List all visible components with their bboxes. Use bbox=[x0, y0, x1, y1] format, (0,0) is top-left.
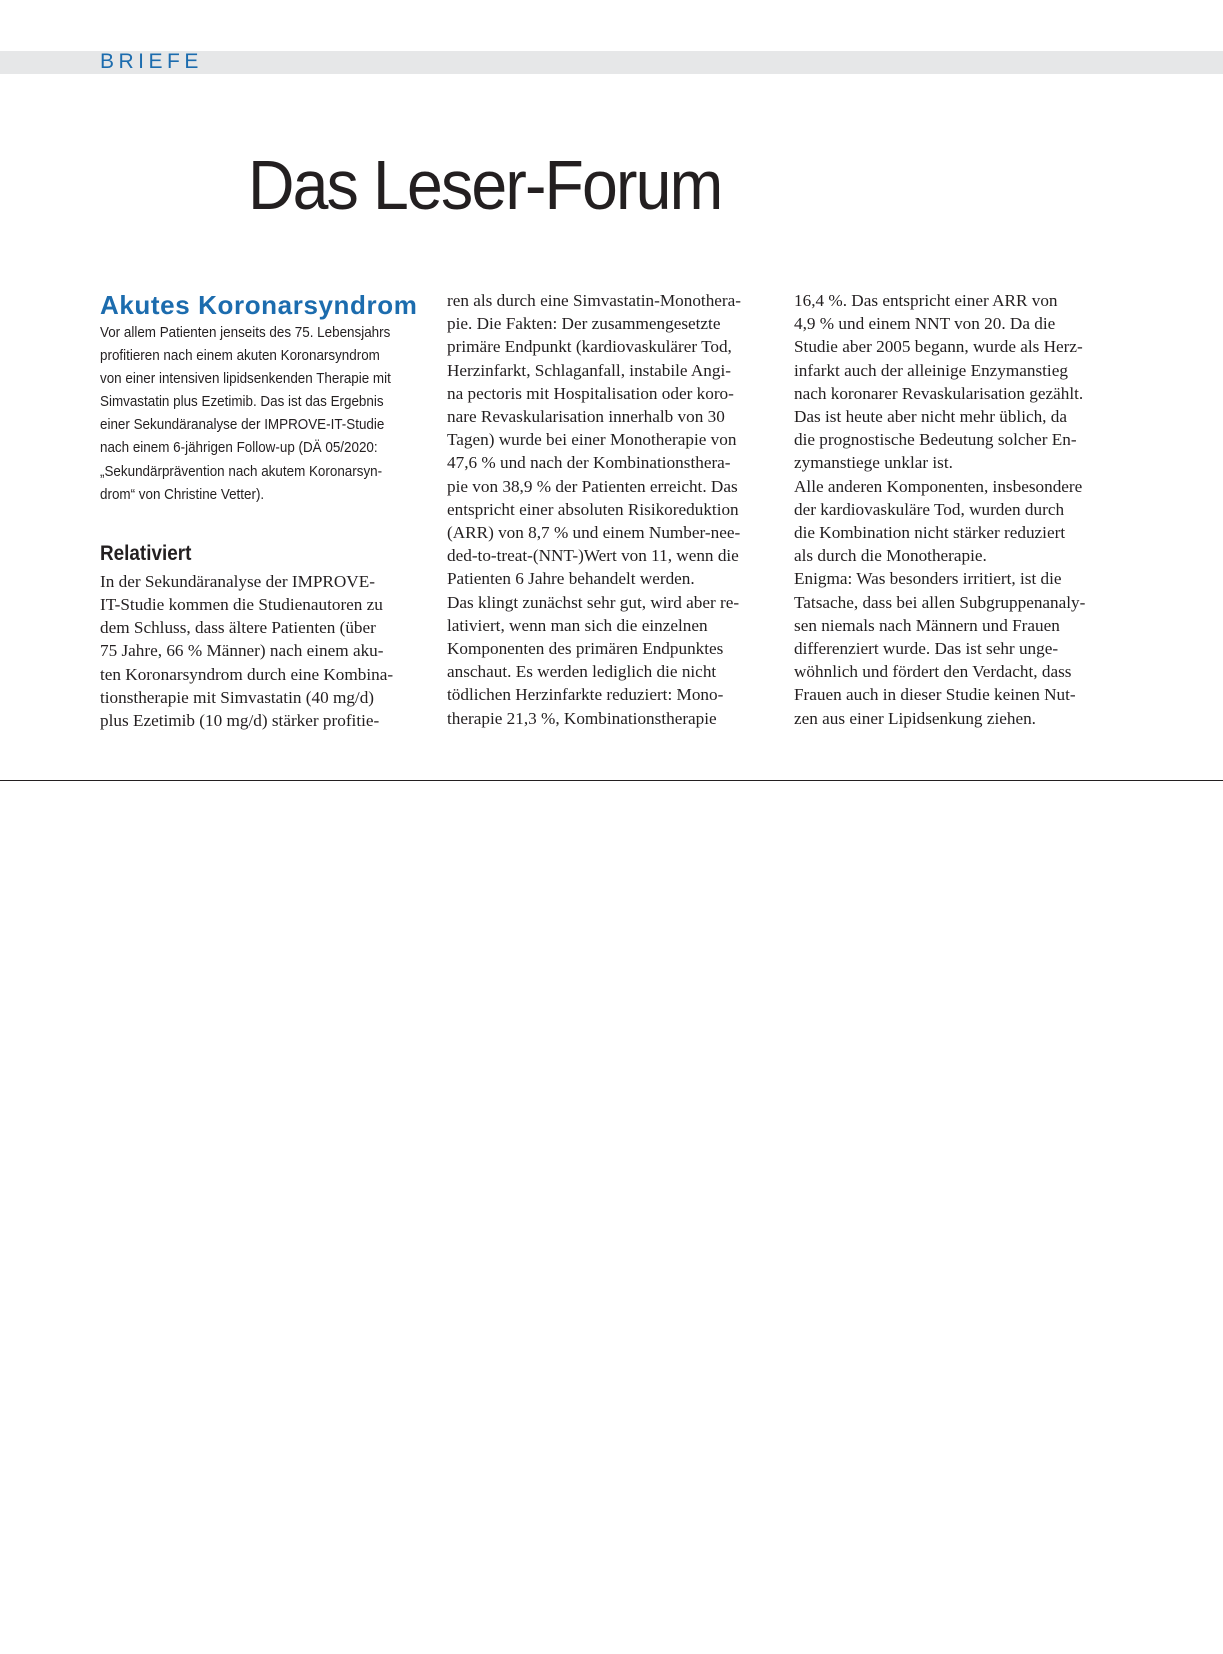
body-line: infarkt auch der alleinige Enzymanstieg bbox=[794, 360, 1068, 380]
body-line: pie. Die Fakten: Der zusammengesetzte bbox=[447, 314, 721, 334]
lead-line: drom“ von Christine Vetter). bbox=[100, 486, 265, 503]
body-line: (ARR) von 8,7 % und einem Number-nee- bbox=[447, 523, 741, 543]
body-line: Enigma: Was besonders irritiert, ist die bbox=[794, 569, 1062, 589]
column-3 bbox=[794, 289, 1124, 730]
column-2 bbox=[447, 289, 777, 730]
body-line: zymanstiege unklar ist. bbox=[794, 453, 953, 473]
article-lead bbox=[100, 322, 430, 507]
body-line: plus Ezetimib (10 mg/d) stärker profitie- bbox=[100, 710, 380, 730]
body-line: dem Schluss, dass ältere Patienten (über bbox=[100, 618, 376, 638]
body-line: Studie aber 2005 begann, wurde als Herz- bbox=[794, 337, 1083, 357]
body-line: anschaut. Es werden lediglich die nicht bbox=[447, 662, 717, 682]
body-line: primäre Endpunkt (kardiovaskulärer Tod, bbox=[447, 337, 732, 357]
body-line: Tatsache, dass bei allen Subgruppenanaly- bbox=[794, 592, 1086, 612]
body-line: sen niemals nach Männern und Frauen bbox=[794, 615, 1060, 635]
body-line: In der Sekundäranalyse der IMPROVE- bbox=[100, 571, 375, 591]
body-line: nare Revaskularisation innerhalb von 30 bbox=[447, 407, 725, 427]
body-line: 4,9 % und einem NNT von 20. Da die bbox=[794, 314, 1056, 334]
body-line: pie von 38,9 % der Patienten erreicht. Das bbox=[447, 476, 738, 496]
body-line: 16,4 %. Das entspricht einer ARR von bbox=[794, 291, 1058, 310]
column-1 bbox=[100, 290, 430, 732]
lead-line: Vor allem Patienten jenseits des 75. Lebensjahrs bbox=[100, 325, 391, 341]
body-line: 47,6 % und nach der Kombinationsthera- bbox=[447, 453, 731, 473]
body-line: therapie 21,3 %, Kombinationstherapie bbox=[447, 708, 717, 728]
article-heading: Akutes Koronarsyndrom bbox=[100, 290, 418, 320]
body-line: na pectoris mit Hospitalisation oder koro- bbox=[447, 383, 734, 403]
page-title: Das Leser-Forum bbox=[248, 146, 722, 224]
body-line: Das ist heute aber nicht mehr üblich, da bbox=[794, 407, 1068, 427]
body-line: tödlichen Herzinfarkte reduziert: Mono- bbox=[447, 685, 724, 705]
lead-line: profitieren nach einem akuten Koronarsyndrom bbox=[100, 348, 380, 365]
body-line: IT-Studie kommen die Studienautoren zu bbox=[100, 594, 383, 614]
body-line: ren als durch eine Simvastatin-Monothera- bbox=[447, 291, 742, 310]
body-line: Patienten 6 Jahre behandelt werden. bbox=[447, 569, 695, 589]
body-line: Komponenten des primären Endpunktes bbox=[447, 639, 724, 659]
lead-line: einer Sekundäranalyse der IMPROVE-IT-Studie bbox=[100, 417, 385, 434]
body-line: ten Koronarsyndrom durch eine Kombina- bbox=[100, 664, 394, 684]
body-line: die prognostische Bedeutung solcher En- bbox=[794, 430, 1077, 450]
body-line: Frauen auch in dieser Studie keinen Nut- bbox=[794, 685, 1076, 705]
body-line: der kardiovaskuläre Tod, wurden durch bbox=[794, 499, 1065, 519]
body-line: tionstherapie mit Simvastatin (40 mg/d) bbox=[100, 687, 375, 707]
body-line: lativiert, wenn man sich die einzelnen bbox=[447, 615, 708, 635]
body-line: nach koronarer Revaskularisation gezählt. bbox=[794, 383, 1084, 403]
body-line: differenziert wurde. Das ist sehr unge- bbox=[794, 639, 1059, 659]
letter-heading: Relativiert bbox=[100, 541, 192, 565]
body-line: wöhnlich und fördert den Verdacht, dass bbox=[794, 662, 1072, 682]
body-line: die Kombination nicht stärker reduziert bbox=[794, 523, 1066, 543]
body-line: Herzinfarkt, Schlaganfall, instabile Angi- bbox=[447, 360, 731, 380]
body-line: ded-to-treat-(NNT-)Wert von 11, wenn die bbox=[447, 546, 739, 566]
body-line: Alle anderen Komponenten, insbesondere bbox=[794, 476, 1083, 496]
body-line: als durch die Monotherapie. bbox=[794, 546, 987, 566]
lead-line: nach einem 6-jährigen Follow-up (DÄ 05/2020: bbox=[100, 440, 378, 457]
body-line: Das klingt zunächst sehr gut, wird aber re- bbox=[447, 592, 740, 612]
lead-line: Simvastatin plus Ezetimib. Das ist das Ergebnis bbox=[100, 394, 384, 411]
body-line: zen aus einer Lipidsenkung ziehen. bbox=[794, 708, 1036, 728]
section-label: BRIEFE bbox=[100, 50, 203, 73]
bottom-rule bbox=[0, 780, 1223, 781]
body-line: 75 Jahre, 66 % Männer) nach einem aku- bbox=[100, 641, 384, 661]
lead-line: von einer intensiven lipidsenkenden Therapie mit bbox=[100, 371, 391, 388]
body-line: Tagen) wurde bei einer Monotherapie von bbox=[447, 430, 737, 450]
body-text-col1 bbox=[100, 570, 430, 732]
lead-line: „Sekundärprävention nach akutem Koronarsyn- bbox=[100, 463, 383, 480]
body-line: entspricht einer absoluten Risikoreduktion bbox=[447, 499, 739, 519]
